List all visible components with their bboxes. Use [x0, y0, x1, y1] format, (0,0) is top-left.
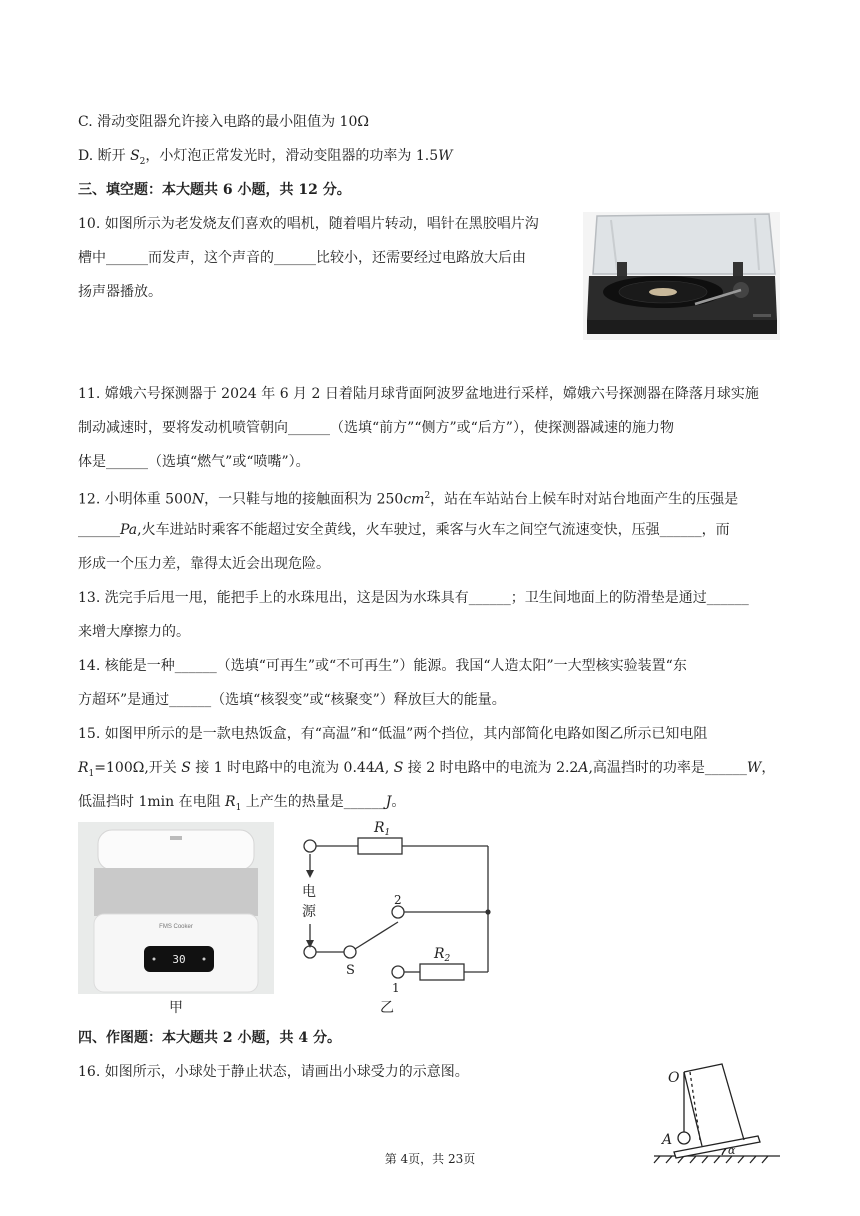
caption-yi: 乙 — [380, 1000, 394, 1016]
q10-line1: 10. 如图所示为老发烧友们喜欢的唱机，随着唱片转动，唱针在黑胶唱片沟 — [78, 216, 539, 232]
r2-label: $R_2$ — [434, 946, 451, 964]
q15-line2: $R_1=100\Omega$,开关 S 接 1 时电路中的电流为 0.44A, S 接 2 时电路中的电流为 2.2A,高温挡时的功率是______W， — [78, 760, 776, 779]
q12-line3: 形成一个压力差，靠得太近会出现危险。 — [78, 556, 330, 572]
q10-line3: 扬声器播放。 — [78, 284, 162, 300]
lunchbox-image — [78, 822, 274, 1018]
q14-line2: 方超环”是通过______（选填“核裂变”或“核聚变”）释放巨大的能量。 — [78, 692, 506, 708]
brand-text: FMS Cooker — [159, 924, 193, 930]
r1-label: $R_1$ — [374, 820, 391, 838]
q10-line2: 槽中______而发声，这个声音的______比较小，还需要经过电路放大后由 — [78, 250, 526, 266]
q12-line1: 12. 小明体重 500N，一只鞋与地的接触面积为 $250cm^2$，站在车站站台上候车时对站台地面产生的压强是 — [78, 491, 739, 508]
point-o-label: O — [668, 1070, 680, 1086]
source-label-1: 电 — [302, 884, 316, 900]
contact-1-label: 1 — [392, 981, 400, 995]
q11-line1: 11. 嫦娥六号探测器于 2024 年 6 月 2 日着陆月球背面阿波罗盆地进行采样，嫦娥六号探测器在降落月球实施 — [78, 386, 759, 402]
q9-option-d: D. 断开 $S_2$，小灯泡正常发光时，滑动变阻器的功率为 1.5W — [78, 148, 453, 167]
angle-alpha-label: α — [728, 1144, 736, 1157]
point-a-label: A — [662, 1132, 673, 1148]
q14-line1: 14. 核能是一种______（选填“可再生”或“不可再生”）能源。我国“人造太阳”一大型核实验装置“东 — [78, 658, 687, 674]
q13-line2: 来增大摩擦力的。 — [78, 624, 190, 640]
page-number: 第 4页，共 23页 — [384, 1152, 476, 1166]
caption-jia: 甲 — [169, 1000, 183, 1016]
section-heading-drawing: 四、作图题：本大题共 2 小题，共 4 分。 — [78, 1030, 341, 1046]
display-readout: 30 — [172, 953, 186, 966]
q11-line3: 体是______（选填“燃气”或“喷嘴”）。 — [78, 454, 310, 470]
q16-line1: 16. 如图所示，小球处于静止状态，请画出小球受力的示意图。 — [78, 1064, 469, 1080]
q11-line2: 制动减速时，要将发动机喷管朝向______（选填“前方”“侧方”或“后方”），使探测器减速的施力物 — [78, 420, 674, 436]
turntable-image — [583, 212, 780, 340]
circuit-diagram — [292, 812, 496, 1020]
source-label-2: 源 — [302, 904, 316, 920]
q15-line3: 低温挡时 1min 在电阻 $R_1$ 上产生的热量是______J。 — [78, 794, 406, 813]
q15-line1: 15. 如图甲所示的是一款电热饭盒，有“高温”和“低温”两个挡位，其内部简化电路如图乙所示已知电阻 — [78, 726, 708, 742]
q9-option-c: C. 滑动变阻器允许接入电路的最小阻值为 10Ω — [78, 114, 369, 130]
ball-on-incline-diagram — [652, 1060, 782, 1164]
switch-label: S — [346, 963, 355, 978]
q12-line2: ______Pa,火车进站时乘客不能超过安全黄线，火车驶过，乘客与火车之间空气流速变快，压强______，而 — [78, 522, 730, 538]
section-heading-fill-in: 三、填空题：本大题共 6 小题，共 12 分。 — [78, 182, 351, 198]
q13-line1: 13. 洗完手后甩一甩，能把手上的水珠甩出，这是因为水珠具有______；卫生间地面上的防滑垫是通过______ — [78, 590, 749, 606]
contact-2-label: 2 — [394, 893, 402, 907]
